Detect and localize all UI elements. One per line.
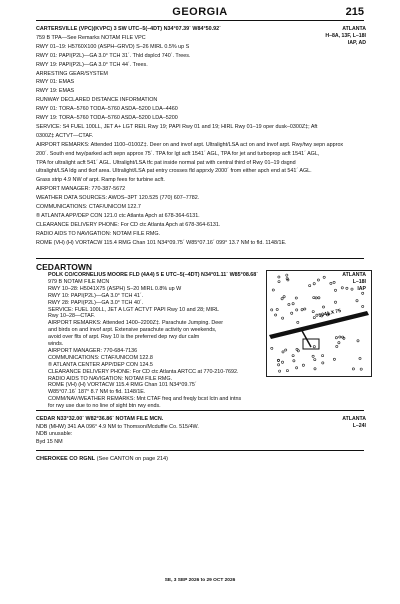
text-line: NDB unusable: [36, 431, 73, 437]
tree-symbol [301, 309, 303, 311]
text-line: CEDAR N33°32.00´ W82°36.86´ NOTAM FILE MCN. [36, 416, 164, 422]
text-line: ROME (VH) (H) VORTACW 115.4 RMG Chan 101 N34°09.75´ [48, 382, 197, 389]
tree-symbol [278, 276, 280, 278]
runway-dimension-label: 5041 X 75 [318, 307, 342, 319]
tree-symbol [330, 282, 332, 284]
cherokee-entry [36, 456, 168, 463]
text-line: winds. [48, 341, 64, 347]
text-line: for rwy use due to no line of sight btn rwy ends. [48, 403, 161, 410]
text-line: RWY 01: EMAS [36, 79, 75, 86]
section-rule [36, 258, 364, 259]
text-line: RUNWAY DECLARED DISTANCE INFORMATION [36, 97, 158, 104]
text-line: RWY 10: PAPI(P2L)—GA 3.0° TCH 41´. [48, 292, 144, 299]
tree-symbol [323, 276, 325, 278]
tree-symbol [276, 308, 278, 310]
text-line: and birds on and invof arpt. Extensive parachute activity on weekends, [48, 327, 217, 334]
tree-symbol [278, 281, 280, 283]
tree-symbol [314, 359, 316, 361]
text-line: NDB (MHW) 341 AA 096° 4.9 NM to Thomson/Mcduffie Co. 515/4W. [36, 423, 199, 430]
text-line: RWY 01–19: H5760X100 (ASPH–GRVD) S–26 MIRL 0.5% up S [36, 43, 190, 50]
tree-symbol [357, 340, 359, 342]
text-line: W85°07.16´ 187° 8.7 NM to fld. 1148/1E. [48, 389, 146, 396]
text-line: AIRPORT MANAGER: 770-684-7136 [48, 347, 138, 354]
tree-symbol [362, 292, 364, 294]
section-rule-2 [36, 410, 364, 411]
tree-symbol [312, 355, 314, 357]
text-line: COMMUNICATIONS: CTAF/UNICOM 122.7 [36, 204, 141, 210]
tree-symbol [297, 321, 299, 323]
text-line: RWY 01: TORA–5760 TODA–5760 ASDA–5200 LDA–4460 [36, 106, 178, 113]
tree-symbol [278, 364, 280, 366]
tree-symbol [283, 296, 285, 298]
tree-symbol [292, 303, 294, 305]
text-line: WEATHER DATA SOURCES: AWOS–3PT 120.525 (770) 607–7782. [36, 195, 200, 202]
text-line: Grass strip 4.9 NW of arpt. Ramp fees for turbine acft. [36, 177, 165, 184]
state-title: GEORGIA [172, 6, 228, 18]
chart-reference: ATLANTA [342, 416, 366, 422]
text-line: COMM/NAV/WEATHER REMARKS: Mnt CTAF freq and freqly bcst lctn and intns [48, 396, 242, 403]
tree-symbol [296, 309, 298, 311]
tree-symbol [313, 317, 315, 319]
text-line: ARRESTING GEAR/SYSTEM [36, 70, 108, 77]
tree-symbol [302, 364, 304, 366]
chart-reference: L–18I [352, 279, 366, 285]
text-line: RWY 10–28: H5041X75 (ASPH) S–20 MIRL 0.8% up W [48, 285, 182, 292]
text-line: RWY 19: TORA–5760 TODA–5760 ASDA–5200 LDA–5200 [36, 115, 178, 121]
tree-symbol [334, 301, 336, 303]
text-line: COMMUNICATIONS: CTAF/UNICOM 122.8 [48, 354, 153, 361]
tree-symbol [271, 309, 273, 311]
text-line: RADIO AIDS TO NAVIGATION: NOTAM FILE RMG. [48, 375, 173, 382]
text-line: CLEARANCE DELIVERY PHONE: For CD ctc Atlanta Apch at 678-364-6131. [36, 221, 221, 228]
tree-symbol [339, 336, 341, 338]
airport-diagram [266, 270, 372, 377]
page-number: 215 [345, 6, 364, 18]
section-rule-3 [36, 450, 364, 451]
text-line: RWY 28: PAPI(P2L)—GA 3.0° TCH 40´. [48, 299, 144, 306]
tree-symbol [286, 274, 288, 276]
tree-symbol [360, 368, 362, 370]
tree-symbol [296, 367, 298, 369]
tree-symbol [282, 351, 284, 353]
tree-symbol [275, 314, 277, 316]
text-line: ROME (VH) (H) VORTACW 115.4 RMG Chan 101 N34°09.75´ W85°07.16´ 099° 13.7 NM to fld. 1148/1E. [36, 239, 287, 246]
tree-symbol [279, 370, 281, 372]
text-line: TPA for ultralight acft 541´ AGL. Ultralight/LSA tfc pat inside normal pat with central third of Rwy 01–19 dsgnd [36, 159, 296, 166]
tree-symbol [334, 289, 336, 291]
text-line: AIRPORT REMARKS: Attended 1100–0100Z‡. Deer on and invof arpt. Ultralight/LSA act on and invof arpt. Rwy/twy sepn approx [36, 141, 344, 148]
tree-symbol [322, 362, 324, 364]
text-line: RADIO AIDS TO NAVIGATION: NOTAM FILE RMG. [36, 230, 161, 237]
airport-diagram-graphic [267, 271, 371, 376]
page-footer: SE, 3 SEP 2026 to 29 OCT 2026 [164, 578, 236, 583]
tree-symbol [313, 297, 315, 299]
tree-symbol [322, 306, 324, 308]
text-line: 759 B TPA—See Remarks NOTAM FILE VPC [36, 34, 146, 41]
header-rule [36, 20, 364, 21]
tree-symbol [313, 283, 315, 285]
tree-symbol [359, 357, 361, 359]
chart-reference: H–8A, 13F, L–18I [325, 33, 366, 39]
tree-symbol [291, 312, 293, 314]
tree-symbol [322, 355, 324, 357]
tree-symbol [293, 360, 295, 362]
tree-symbol [296, 348, 298, 350]
text-line: RWY 19: EMAS [36, 88, 75, 95]
tree-symbol [282, 317, 284, 319]
chart-reference: L–24I [352, 423, 366, 429]
tree-symbol [352, 368, 354, 370]
text-line: CARTERSVILLE (VPC)(KVPC) 3 SW UTC–5(–4DT) N34°07.39´ W84°50.92´ [36, 26, 221, 32]
text-line: ® ATLANTA APP/DEP CON 121.0 ctc Atlanta Apch at 678-364-6131. [36, 212, 200, 219]
chart-reference: IAP [357, 286, 366, 292]
tree-symbol [317, 279, 319, 281]
tree-symbol [356, 300, 358, 302]
tree-symbol [318, 297, 320, 299]
tree-symbol [338, 342, 340, 344]
cherokee-note: (See CANTON on page 214) [96, 456, 169, 462]
tree-symbol [281, 361, 283, 363]
text-line: 200´. South end twy/parked acft sepn approx 75´. TPA for lgt acft 1541´ AGL, TPA for jet and turboprop acft 1541´ AGL, [36, 150, 320, 157]
tree-symbol [286, 370, 288, 372]
text-line: CLEARANCE DELIVERY PHONE: For CD ctc Atlanta ARTCC at 770-210-7692. [48, 368, 239, 375]
text-line: ® ATLANTA CENTER APP/DEP CON 124.5 [48, 361, 153, 368]
text-line: 979 B NOTAM FILE MCN [48, 278, 110, 285]
tree-symbol [314, 368, 316, 370]
text-line: SERVICE: S4 FUEL 100LL, JET A+ LGT REIL Rwy 19; PAPI Rwy 01 and 19; HIRL Rwy 01–19 oper dusk–0300Z‡; Aft [36, 123, 318, 130]
chart-reference: ATLANTA [342, 272, 366, 278]
text-line: ultralight/LSA ldg and tkof area. Ultralight/LSA pat entry crosses fld apprxly 2000´ from either apch end at 541´ AGL. [36, 168, 312, 175]
text-line: RWY 19: PAPI(P2L)—GA 3.0° TCH 44´. Trees. [36, 61, 148, 68]
tree-symbol [304, 308, 306, 310]
tree-symbol [351, 288, 353, 290]
text-line: Rwy 10–28—CTAF. [48, 313, 95, 320]
text-line: AIRPORT REMARKS: Attended 1400–2200Z‡. Parachute Jumping. Deer [48, 320, 224, 327]
tree-symbol [271, 347, 273, 349]
tree-symbol [309, 285, 311, 287]
tree-symbol [333, 281, 335, 283]
tree-symbol [295, 297, 297, 299]
text-line: avoid over flts of arpt. Rwy 10 is the preferred dep rwy dur calm [48, 334, 200, 341]
text-line: 0300Z‡ ACTVT—CTAF. [36, 132, 94, 139]
ramp [303, 339, 319, 349]
tree-symbol [335, 337, 337, 339]
tree-symbol [272, 289, 274, 291]
tree-symbol [362, 305, 364, 307]
tree-symbol [315, 297, 317, 299]
tree-symbol [312, 311, 314, 313]
tree-symbol [346, 287, 348, 289]
text-line: SERVICE: FUEL 100LL, JET A LGT ACTVT PAPI Rwy 10 and 28; MIRL [48, 306, 219, 313]
tree-symbol [285, 349, 287, 351]
text-line: AIRPORT MANAGER: 770-387-5672 [36, 186, 126, 193]
city-title: CEDARTOWN [36, 262, 93, 272]
tree-symbol [313, 346, 315, 348]
text-line: Byd 15 NM [36, 438, 63, 445]
chart-reference: ATLANTA [342, 26, 366, 32]
tree-symbol [288, 303, 290, 305]
text-line: RWY 01: PAPI(P2L)—GA 3.0° TCH 31´. Thld dsplcd 740´. Trees. [36, 52, 191, 59]
tree-symbol [292, 355, 294, 357]
cherokee-name: CHEROKEE CO RGNL [36, 456, 96, 462]
tree-symbol [336, 345, 338, 347]
tree-symbol [341, 287, 343, 289]
tree-symbol [333, 358, 335, 360]
tree-symbol [281, 298, 283, 300]
chart-reference: IAP, AD [347, 40, 366, 46]
text-line: POLK CO/CORNELIUS MOORE FLD (4A4) 5 E UTC–5(–4DT) N34°01.11´ W85°08.68´ [48, 272, 259, 278]
